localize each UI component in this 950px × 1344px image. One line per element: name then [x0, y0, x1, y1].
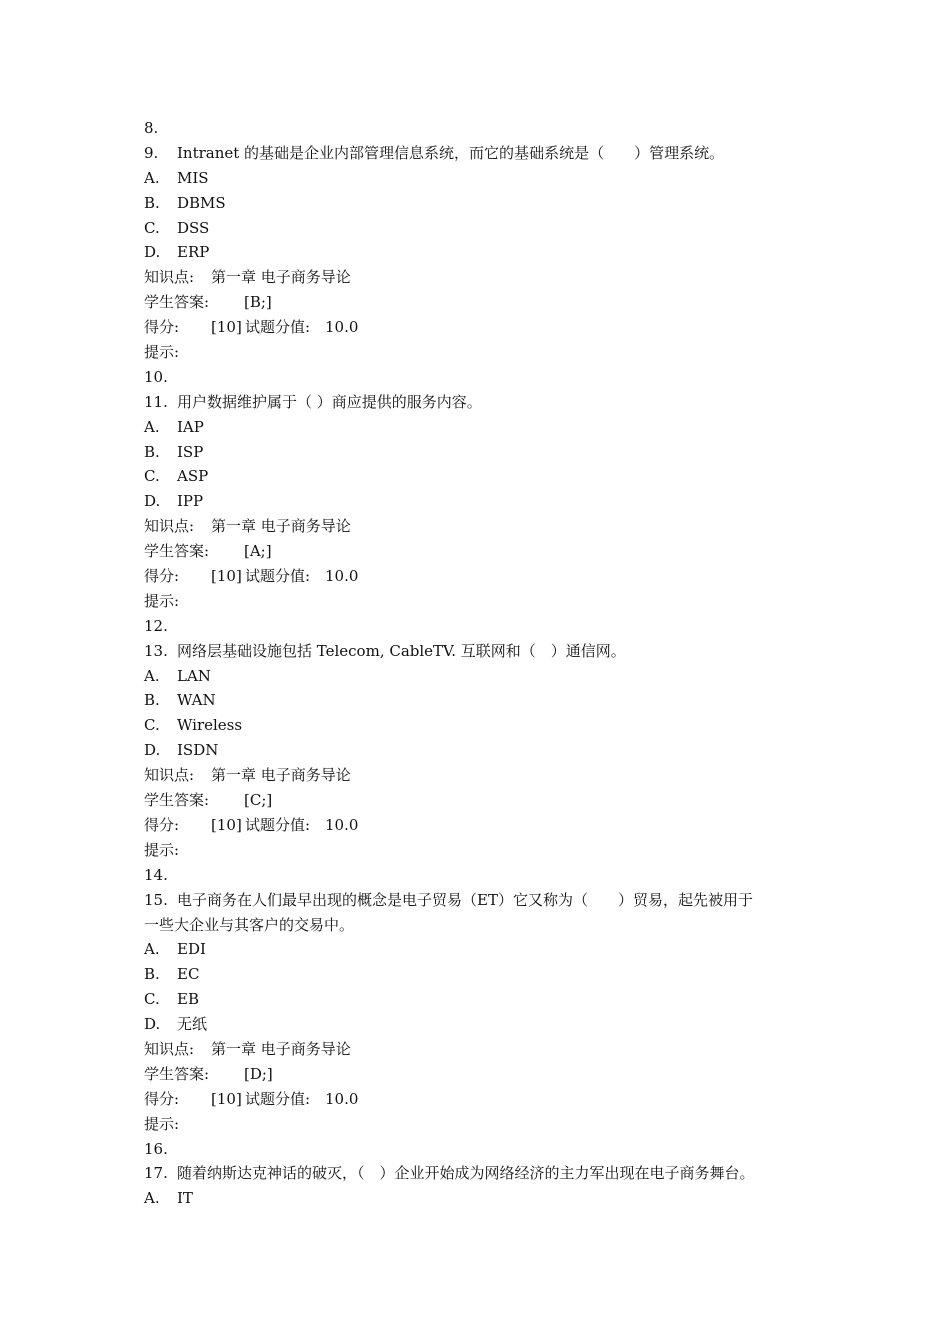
option-text: DBMS [177, 193, 226, 212]
knowledge-value: 第一章 电子商务导论 [211, 268, 351, 287]
option-letter: D. [144, 741, 161, 760]
option-text: IAP [177, 417, 204, 436]
option-line [144, 688, 824, 713]
question-number: 9. [144, 143, 159, 162]
option-line [144, 166, 824, 191]
answer-value: [A;] [244, 542, 272, 561]
knowledge-label: 知识点: [144, 268, 195, 287]
knowledge-line [144, 1037, 824, 1062]
option-text: IT [177, 1189, 193, 1208]
value-value: 10.0 [325, 567, 359, 586]
option-line [144, 440, 824, 465]
value-label: 试题分值: [245, 815, 311, 834]
option-line [144, 240, 824, 265]
score-value: [10] [211, 318, 242, 337]
knowledge-line [144, 514, 824, 539]
value-label: 试题分值: [245, 567, 311, 586]
option-letter: B. [144, 442, 160, 461]
option-line [144, 713, 824, 738]
value-value: 10.0 [325, 318, 359, 337]
blank-number: 10. [144, 367, 168, 386]
option-letter: C. [144, 990, 160, 1009]
option-letter: A. [144, 168, 160, 187]
option-letter: C. [144, 716, 160, 735]
option-letter: D. [144, 243, 161, 262]
knowledge-value: 第一章 电子商务导论 [211, 1039, 351, 1058]
score-label: 得分: [144, 1089, 180, 1108]
question-list [144, 116, 824, 1211]
option-letter: D. [144, 492, 161, 511]
option-letter: B. [144, 691, 160, 710]
question-line [144, 1161, 824, 1186]
blank-number: 12. [144, 616, 168, 635]
knowledge-line [144, 265, 824, 290]
option-text: ASP [177, 467, 209, 486]
option-line [144, 664, 824, 689]
option-line [144, 1012, 824, 1037]
option-line [144, 216, 824, 241]
score-value: [10] [211, 567, 242, 586]
option-text: LAN [177, 666, 211, 685]
option-text: 无纸 [177, 1015, 208, 1034]
option-text: EC [177, 965, 200, 984]
option-text: MIS [177, 168, 209, 187]
question-line [144, 141, 824, 166]
score-line [144, 564, 824, 589]
knowledge-value: 第一章 电子商务导论 [211, 517, 351, 536]
question-text: 用户数据维护属于（ ）商应提供的服务内容。 [177, 392, 482, 411]
question-number: 15. [144, 890, 168, 909]
option-line [144, 415, 824, 440]
blank-number: 16. [144, 1139, 168, 1158]
hint-line: 提示: [144, 1114, 180, 1133]
option-text: EDI [177, 940, 206, 959]
option-letter: A. [144, 940, 160, 959]
option-text: EB [177, 990, 199, 1009]
hint-line: 提示: [144, 343, 180, 362]
answer-label: 学生答案: [144, 542, 210, 561]
score-line [144, 813, 824, 838]
question-number: 11. [144, 392, 168, 411]
option-text: ISP [177, 442, 204, 461]
option-letter: D. [144, 1015, 161, 1034]
answer-label: 学生答案: [144, 791, 210, 810]
blank-number: 14. [144, 865, 168, 884]
hint-line: 提示: [144, 591, 180, 610]
option-text: IPP [177, 492, 204, 511]
option-letter: B. [144, 965, 160, 984]
knowledge-label: 知识点: [144, 1039, 195, 1058]
option-letter: A. [144, 417, 160, 436]
knowledge-label: 知识点: [144, 766, 195, 785]
answer-line [144, 539, 824, 564]
option-line [144, 937, 824, 962]
answer-line [144, 1062, 824, 1087]
question-number: 17. [144, 1164, 168, 1183]
score-line [144, 315, 824, 340]
answer-label: 学生答案: [144, 293, 210, 312]
value-label: 试题分值: [245, 318, 311, 337]
option-line [144, 987, 824, 1012]
option-text: WAN [177, 691, 216, 710]
answer-line [144, 788, 824, 813]
knowledge-value: 第一章 电子商务导论 [211, 766, 351, 785]
question-text: 网络层基础设施包括 Telecom, CableTV. 互联网和（ ）通信网。 [177, 641, 626, 660]
blank-number: 8. [144, 119, 159, 137]
knowledge-label: 知识点: [144, 517, 195, 536]
answer-value: [D;] [244, 1064, 273, 1083]
option-letter: A. [144, 1189, 160, 1208]
score-label: 得分: [144, 318, 180, 337]
value-label: 试题分值: [245, 1089, 311, 1108]
option-line [144, 738, 824, 763]
option-line [144, 191, 824, 216]
option-text: DSS [177, 218, 210, 237]
option-line [144, 962, 824, 987]
question-text: Intranet 的基础是企业内部管理信息系统，而它的基础系统是（ ）管理系统。 [177, 143, 725, 162]
question-number: 13. [144, 641, 168, 660]
question-text: 随着纳斯达克神话的破灭，（ ）企业开始成为网络经济的主力军出现在电子商务舞台。 [177, 1164, 755, 1183]
answer-label: 学生答案: [144, 1064, 210, 1083]
option-letter: C. [144, 218, 160, 237]
question-text: 电子商务在人们最早出现的概念是电子贸易（ET）它又称为（ ）贸易，起先被用于 [177, 890, 753, 909]
option-letter: B. [144, 193, 160, 212]
score-label: 得分: [144, 815, 180, 834]
answer-line [144, 290, 824, 315]
score-value: [10] [211, 1089, 242, 1108]
answer-value: [C;] [244, 791, 273, 810]
question-line [144, 639, 824, 664]
option-text: ISDN [177, 741, 219, 760]
question-continuation: 一些大企业与其客户的交易中。 [144, 915, 355, 934]
value-value: 10.0 [325, 815, 359, 834]
option-letter: C. [144, 467, 160, 486]
answer-value: [B;] [244, 293, 272, 312]
hint-line: 提示: [144, 840, 180, 859]
value-value: 10.0 [325, 1089, 359, 1108]
option-letter: A. [144, 666, 160, 685]
score-label: 得分: [144, 567, 180, 586]
score-line [144, 1087, 824, 1112]
knowledge-line [144, 763, 824, 788]
option-line [144, 1186, 824, 1211]
option-line [144, 489, 824, 514]
score-value: [10] [211, 815, 242, 834]
question-line [144, 888, 824, 913]
option-text: ERP [177, 243, 210, 262]
option-text: Wireless [177, 716, 243, 735]
option-line [144, 464, 824, 489]
question-line [144, 390, 824, 415]
